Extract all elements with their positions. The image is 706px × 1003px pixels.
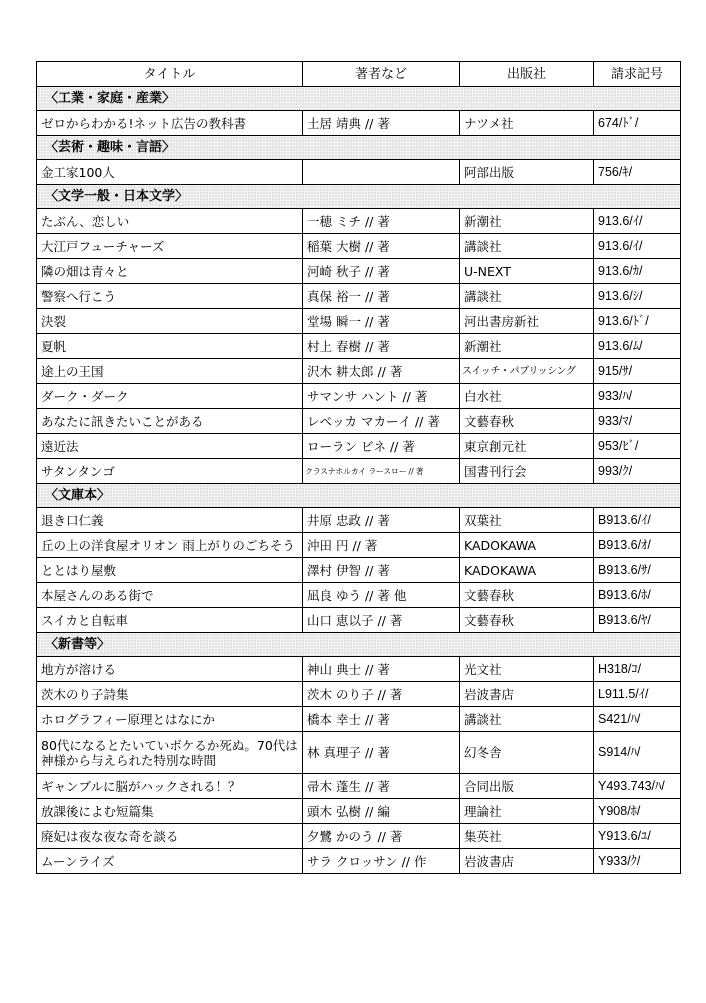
book-author: 橋本 幸士 // 著 bbox=[303, 707, 460, 732]
book-author: 堂場 瞬一 // 著 bbox=[303, 309, 460, 334]
table-row bbox=[37, 359, 681, 384]
book-call-number: Y493.743/ﾊ/ bbox=[594, 774, 681, 799]
book-author: 神山 典士 // 著 bbox=[303, 657, 460, 682]
book-author: 一穂 ミチ // 著 bbox=[303, 209, 460, 234]
book-publisher: 阿部出版 bbox=[460, 160, 594, 185]
table-row bbox=[37, 209, 681, 234]
book-publisher: 文藝春秋 bbox=[460, 409, 594, 434]
book-title: 遠近法 bbox=[37, 434, 303, 459]
table-row bbox=[37, 384, 681, 409]
book-title: 決裂 bbox=[37, 309, 303, 334]
book-call-number: B913.6/ﾔ/ bbox=[594, 608, 681, 633]
book-author: 沖田 円 // 著 bbox=[303, 533, 460, 558]
book-call-number: 915/ｻ/ bbox=[594, 359, 681, 384]
book-author: クラスナホルカイ ラースロー // 著 bbox=[303, 459, 460, 484]
book-list-table bbox=[36, 61, 681, 874]
book-call-number: 913.6/ｲ/ bbox=[594, 209, 681, 234]
book-author: 茨木 のり子 // 著 bbox=[303, 682, 460, 707]
book-title: ゼロからわかる!ネット広告の教科書 bbox=[37, 111, 303, 136]
table-row bbox=[37, 558, 681, 583]
header-title: タイトル bbox=[37, 62, 303, 87]
book-author: 頭木 弘樹 // 編 bbox=[303, 799, 460, 824]
book-publisher: 理論社 bbox=[460, 799, 594, 824]
section-row bbox=[37, 633, 681, 657]
table-row bbox=[37, 284, 681, 309]
header-row bbox=[37, 62, 681, 87]
book-publisher: 東京創元社 bbox=[460, 434, 594, 459]
table-row bbox=[37, 111, 681, 136]
book-call-number: S421/ﾊ/ bbox=[594, 707, 681, 732]
book-publisher: 文藝春秋 bbox=[460, 583, 594, 608]
book-title: 丘の上の洋食屋オリオン 雨上がりのごちそう bbox=[37, 533, 303, 558]
book-publisher: 講談社 bbox=[460, 707, 594, 732]
book-title: 放課後によむ短篇集 bbox=[37, 799, 303, 824]
book-call-number: 913.6/ｲ/ bbox=[594, 234, 681, 259]
table-row bbox=[37, 732, 681, 774]
book-call-number: 913.6/ｶ/ bbox=[594, 259, 681, 284]
book-title: ととはり屋敷 bbox=[37, 558, 303, 583]
book-author: 凪良 ゆう // 著 他 bbox=[303, 583, 460, 608]
book-call-number: 933/ﾏ/ bbox=[594, 409, 681, 434]
book-call-number: S914/ﾊ/ bbox=[594, 732, 681, 774]
section-heading: 〈芸術・趣味・言語〉 bbox=[37, 136, 681, 160]
section-heading: 〈工業・家庭・産業〉 bbox=[37, 87, 681, 111]
table-row bbox=[37, 682, 681, 707]
book-author bbox=[303, 160, 460, 185]
book-author: 稲葉 大樹 // 著 bbox=[303, 234, 460, 259]
book-publisher: 講談社 bbox=[460, 234, 594, 259]
section-row bbox=[37, 136, 681, 160]
book-author: 澤村 伊智 // 著 bbox=[303, 558, 460, 583]
section-row bbox=[37, 484, 681, 508]
book-publisher: KADOKAWA bbox=[460, 558, 594, 583]
book-author: レベッカ マカーイ // 著 bbox=[303, 409, 460, 434]
book-call-number: 953/ﾋﾞ/ bbox=[594, 434, 681, 459]
book-author: 山口 恵以子 // 著 bbox=[303, 608, 460, 633]
table-row bbox=[37, 409, 681, 434]
table-row bbox=[37, 849, 681, 874]
book-publisher: 双葉社 bbox=[460, 508, 594, 533]
book-publisher: U-NEXT bbox=[460, 259, 594, 284]
book-author: サマンサ ハント // 著 bbox=[303, 384, 460, 409]
book-title: 地方が溶ける bbox=[37, 657, 303, 682]
book-call-number: 933/ﾊ/ bbox=[594, 384, 681, 409]
table-row bbox=[37, 234, 681, 259]
section-heading: 〈新書等〉 bbox=[37, 633, 681, 657]
header-publisher: 出版社 bbox=[460, 62, 594, 87]
book-title: たぶん、恋しい bbox=[37, 209, 303, 234]
book-call-number: B913.6/ｻ/ bbox=[594, 558, 681, 583]
table-row bbox=[37, 824, 681, 849]
table-row bbox=[37, 160, 681, 185]
book-call-number: B913.6/ｵ/ bbox=[594, 533, 681, 558]
book-call-number: B913.6/ﾎ/ bbox=[594, 583, 681, 608]
table-row bbox=[37, 707, 681, 732]
book-title: サタンタンゴ bbox=[37, 459, 303, 484]
table-row bbox=[37, 259, 681, 284]
book-publisher: 幻冬舎 bbox=[460, 732, 594, 774]
table-row bbox=[37, 608, 681, 633]
table-row bbox=[37, 583, 681, 608]
book-author: 林 真理子 // 著 bbox=[303, 732, 460, 774]
book-call-number: L911.5/ｲ/ bbox=[594, 682, 681, 707]
section-heading: 〈文庫本〉 bbox=[37, 484, 681, 508]
book-publisher: 新潮社 bbox=[460, 334, 594, 359]
book-title: 金工家100人 bbox=[37, 160, 303, 185]
book-title: 途上の王国 bbox=[37, 359, 303, 384]
book-call-number: Y908/ﾎ/ bbox=[594, 799, 681, 824]
table-row bbox=[37, 309, 681, 334]
book-author: 河崎 秋子 // 著 bbox=[303, 259, 460, 284]
book-publisher: 河出書房新社 bbox=[460, 309, 594, 334]
book-publisher: 岩波書店 bbox=[460, 849, 594, 874]
book-call-number: Y913.6/ﾕ/ bbox=[594, 824, 681, 849]
book-publisher: 国書刊行会 bbox=[460, 459, 594, 484]
book-call-number: 756/ｷ/ bbox=[594, 160, 681, 185]
book-author: 夕鷺 かのう // 著 bbox=[303, 824, 460, 849]
table-row bbox=[37, 657, 681, 682]
book-publisher: 岩波書店 bbox=[460, 682, 594, 707]
book-publisher: 講談社 bbox=[460, 284, 594, 309]
table-row bbox=[37, 334, 681, 359]
book-title: ダーク・ダーク bbox=[37, 384, 303, 409]
table-row bbox=[37, 434, 681, 459]
book-call-number: Y933/ｸ/ bbox=[594, 849, 681, 874]
book-title: 大江戸フューチャーズ bbox=[37, 234, 303, 259]
book-title: 警察へ行こう bbox=[37, 284, 303, 309]
book-call-number: H318/ｺ/ bbox=[594, 657, 681, 682]
book-title: 退き口仁義 bbox=[37, 508, 303, 533]
book-title: 廃妃は夜な夜な奇を談る bbox=[37, 824, 303, 849]
book-author: 沢木 耕太郎 // 著 bbox=[303, 359, 460, 384]
book-author: 真保 裕一 // 著 bbox=[303, 284, 460, 309]
table-row bbox=[37, 459, 681, 484]
table-body bbox=[37, 87, 681, 874]
header-author: 著者など bbox=[303, 62, 460, 87]
book-title: ギャンブルに脳がハックされる！？ bbox=[37, 774, 303, 799]
book-publisher: 合同出版 bbox=[460, 774, 594, 799]
book-call-number: 913.6/ﾄﾞ/ bbox=[594, 309, 681, 334]
book-call-number: 674/ﾄﾞ/ bbox=[594, 111, 681, 136]
book-title: 80代になるとたいていボケるか死ぬ。70代は神様から与えられた特別な時間 bbox=[37, 732, 303, 774]
book-title: スイカと自転車 bbox=[37, 608, 303, 633]
book-publisher: 集英社 bbox=[460, 824, 594, 849]
table-row bbox=[37, 508, 681, 533]
book-call-number: B913.6/ｲ/ bbox=[594, 508, 681, 533]
book-title: 隣の畑は青々と bbox=[37, 259, 303, 284]
book-publisher: KADOKAWA bbox=[460, 533, 594, 558]
book-author: 村上 春樹 // 著 bbox=[303, 334, 460, 359]
book-publisher: 文藝春秋 bbox=[460, 608, 594, 633]
book-title: ムーンライズ bbox=[37, 849, 303, 874]
table-row bbox=[37, 533, 681, 558]
book-publisher: 新潮社 bbox=[460, 209, 594, 234]
book-title: 夏帆 bbox=[37, 334, 303, 359]
book-author: 井原 忠政 // 著 bbox=[303, 508, 460, 533]
book-publisher: 白水社 bbox=[460, 384, 594, 409]
book-author: ローラン ビネ // 著 bbox=[303, 434, 460, 459]
book-call-number: 993/ｸ/ bbox=[594, 459, 681, 484]
book-publisher: スイッチ・パブリッシング bbox=[460, 359, 594, 384]
book-call-number: 913.6/ｼ/ bbox=[594, 284, 681, 309]
table-row bbox=[37, 774, 681, 799]
section-heading: 〈文学一般・日本文学〉 bbox=[37, 185, 681, 209]
book-publisher: 光文社 bbox=[460, 657, 594, 682]
book-title: 本屋さんのある街で bbox=[37, 583, 303, 608]
table-row bbox=[37, 799, 681, 824]
book-publisher: ナツメ社 bbox=[460, 111, 594, 136]
book-author: 土居 靖典 // 著 bbox=[303, 111, 460, 136]
book-title: 茨木のり子詩集 bbox=[37, 682, 303, 707]
book-call-number: 913.6/ﾑ/ bbox=[594, 334, 681, 359]
book-author: サラ クロッサン // 作 bbox=[303, 849, 460, 874]
book-title: あなたに訊きたいことがある bbox=[37, 409, 303, 434]
header-call-number: 請求記号 bbox=[594, 62, 681, 87]
section-row bbox=[37, 87, 681, 111]
book-title: ホログラフィー原理とはなにか bbox=[37, 707, 303, 732]
book-author: 帚木 蓬生 // 著 bbox=[303, 774, 460, 799]
section-row bbox=[37, 185, 681, 209]
